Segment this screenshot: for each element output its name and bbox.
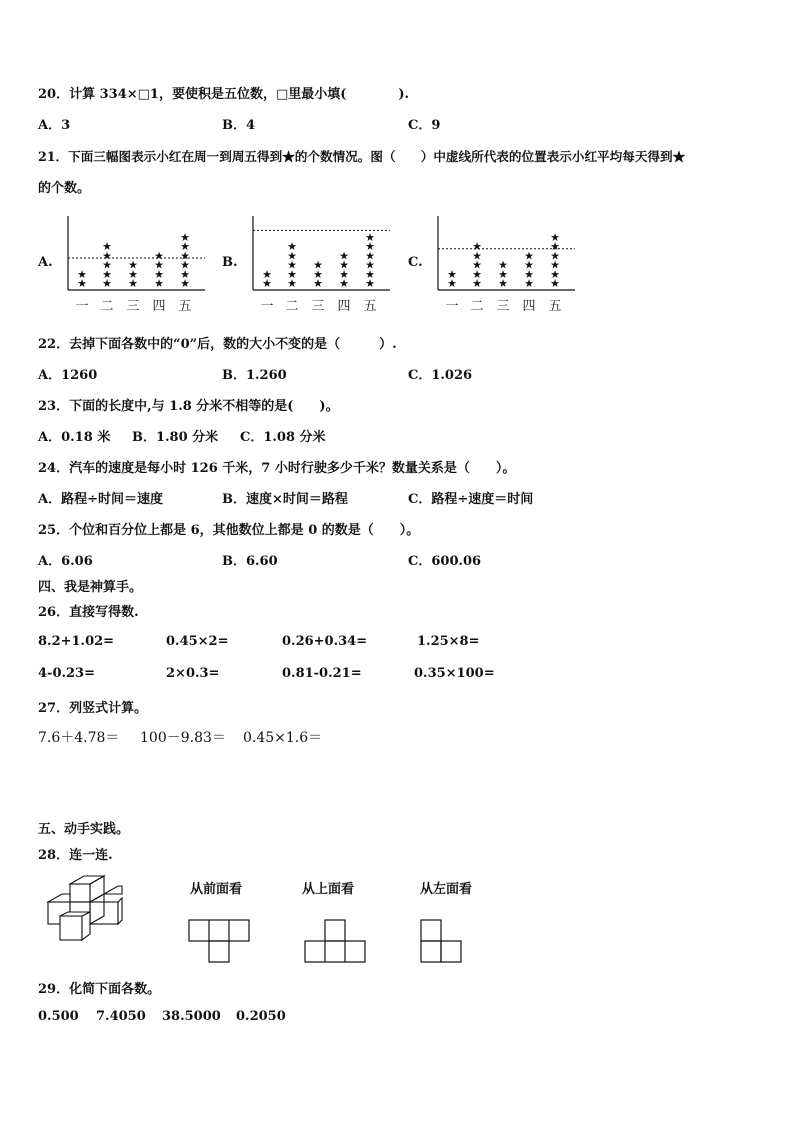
q22-option-a: A．1260: [38, 368, 98, 383]
star-mark: ★: [154, 277, 164, 290]
star-mark: ★: [498, 267, 508, 281]
q28-view-top-label: 从上面看: [302, 882, 355, 897]
q21-stem-line1: 21．下面三幅图表示小红在周一到周五得到★的个数情况。图（ ）中虚线所代表的位置表示小红平均每天得到★: [38, 149, 686, 164]
star-mark: ★: [180, 231, 190, 244]
q27-item-1: 7.6＋4.78＝: [38, 730, 120, 746]
q28-stem: 28．连一连.: [38, 848, 113, 863]
q29-item-4: 0.2050: [236, 1009, 286, 1024]
star-mark: ★: [287, 258, 297, 272]
star-mark: ★: [472, 249, 482, 263]
star-mark: ★: [472, 258, 482, 272]
q26-item-6: 2×0.3=: [166, 666, 220, 681]
day-label: 五: [363, 299, 377, 314]
q20-option-b: B．4: [222, 118, 256, 133]
q22-option-c: C．1.026: [408, 368, 473, 383]
star-mark: ★: [180, 249, 190, 263]
star-mark: ★: [287, 249, 297, 263]
q25-option-a: A．6.06: [38, 554, 93, 569]
q25-option-b: B．6.60: [222, 554, 278, 569]
q20-stem: 20．计算 334×□1，要使积是五位数，□里最小填( ).: [38, 87, 410, 102]
star-mark: ★: [128, 267, 138, 281]
star-mark: ★: [365, 240, 375, 254]
star-mark: ★: [550, 258, 560, 272]
day-label: 二: [285, 299, 299, 314]
q21-chart-c: [430, 210, 580, 315]
q26-item-1: 8.2+1.02=: [38, 634, 115, 649]
star-mark: ★: [524, 249, 534, 263]
star-mark: ★: [102, 240, 112, 254]
star-mark: ★: [524, 277, 534, 290]
star-mark: ★: [339, 258, 349, 272]
star-mark: ★: [472, 240, 482, 254]
star-mark: ★: [287, 267, 297, 281]
q21-chart-b: [245, 210, 395, 315]
cube-arrangement-figure: [42, 872, 137, 944]
q23-option-b: B．1.80 分米: [132, 430, 219, 445]
star-mark: ★: [128, 277, 138, 290]
q26-stem: 26．直接写得数.: [38, 605, 139, 620]
q21-chart-a: [60, 210, 210, 315]
day-label: 四: [337, 299, 351, 314]
star-mark: ★: [313, 277, 323, 290]
day-label: 五: [178, 299, 192, 314]
q22-stem: 22．去掉下面各数中的“0”后，数的大小不变的是（ ）.: [38, 337, 397, 352]
q28-view-top-shape: [304, 918, 368, 964]
star-mark: ★: [365, 258, 375, 272]
q23-option-a: A．0.18 米: [38, 430, 111, 445]
star-mark: ★: [77, 277, 87, 290]
q21-label-c: C.: [408, 255, 423, 270]
day-label: 一: [445, 299, 459, 314]
star-mark: ★: [102, 277, 112, 290]
star-mark: ★: [365, 267, 375, 281]
q26-item-4: 1.25×8=: [417, 634, 480, 649]
star-mark: ★: [524, 267, 534, 281]
star-mark: ★: [447, 277, 457, 290]
star-mark: ★: [550, 240, 560, 254]
day-label: 一: [260, 299, 274, 314]
section-5-heading: 五、动手实践。: [38, 822, 130, 837]
q21-label-a: A.: [38, 255, 53, 270]
q25-option-c: C．600.06: [408, 554, 482, 569]
star-mark: ★: [102, 258, 112, 272]
q28-view-front-label: 从前面看: [190, 882, 243, 897]
day-label: 一: [75, 299, 89, 314]
q22-option-b: B．1.260: [222, 368, 287, 383]
day-label: 四: [522, 299, 536, 314]
section-4-heading: 四、我是神算手。: [38, 580, 143, 595]
star-mark: ★: [365, 231, 375, 244]
day-label: 五: [548, 299, 562, 314]
star-mark: ★: [313, 258, 323, 272]
star-mark: ★: [287, 240, 297, 254]
q27-item-2: 100－9.83＝: [140, 730, 226, 746]
star-mark: ★: [287, 277, 297, 290]
q26-item-2: 0.45×2=: [166, 634, 229, 649]
star-mark: ★: [180, 267, 190, 281]
star-mark: ★: [154, 267, 164, 281]
q24-stem: 24．汽车的速度是每小时 126 千米，7 小时行驶多少千米？数量关系是（ ）。: [38, 461, 516, 476]
star-mark: ★: [550, 231, 560, 244]
star-mark: ★: [365, 249, 375, 263]
star-mark: ★: [550, 249, 560, 263]
star-mark: ★: [447, 267, 457, 281]
star-mark: ★: [365, 277, 375, 290]
star-mark: ★: [262, 267, 272, 281]
day-label: 三: [496, 299, 510, 314]
star-mark: ★: [262, 277, 272, 290]
star-mark: ★: [154, 249, 164, 263]
q24-option-a: A．路程÷时间＝速度: [38, 492, 163, 507]
star-mark: ★: [180, 277, 190, 290]
star-mark: ★: [154, 258, 164, 272]
q26-item-5: 4-0.23=: [38, 666, 95, 681]
star-mark: ★: [498, 277, 508, 290]
q29-item-2: 7.4050: [96, 1009, 146, 1024]
q23-stem: 23．下面的长度中,与 1.8 分米不相等的是( )。: [38, 399, 339, 414]
q21-stem-line2: 的个数。: [38, 181, 91, 196]
star-mark: ★: [339, 267, 349, 281]
star-mark: ★: [77, 267, 87, 281]
day-label: 三: [126, 299, 140, 314]
q23-option-c: C．1.08 分米: [240, 430, 326, 445]
day-label: 三: [311, 299, 325, 314]
star-mark: ★: [498, 258, 508, 272]
day-label: 二: [470, 299, 484, 314]
q20-option-c: C．9: [408, 118, 441, 133]
star-mark: ★: [550, 277, 560, 290]
q27-stem: 27．列竖式计算。: [38, 701, 148, 716]
q26-item-8: 0.35×100=: [414, 666, 495, 681]
star-mark: ★: [472, 267, 482, 281]
q27-item-3: 0.45×1.6＝: [243, 730, 323, 746]
star-mark: ★: [180, 258, 190, 272]
star-mark: ★: [313, 267, 323, 281]
star-mark: ★: [524, 258, 534, 272]
q29-item-1: 0.500: [38, 1009, 79, 1024]
q26-item-3: 0.26+0.34=: [282, 634, 368, 649]
q24-option-b: B．速度×时间＝路程: [222, 492, 348, 507]
q29-item-3: 38.5000: [162, 1009, 221, 1024]
star-mark: ★: [472, 277, 482, 290]
q21-label-b: B.: [222, 255, 238, 270]
q25-stem: 25．个位和百分位上都是 6，其他数位上都是 0 的数是（ ）。: [38, 523, 420, 538]
star-mark: ★: [550, 267, 560, 281]
star-mark: ★: [180, 240, 190, 254]
q20-option-a: A．3: [38, 118, 71, 133]
q24-option-c: C．路程÷速度＝时间: [408, 492, 534, 507]
day-label: 二: [100, 299, 114, 314]
q28-view-front-shape: [188, 918, 252, 964]
star-mark: ★: [102, 267, 112, 281]
star-mark: ★: [339, 249, 349, 263]
q29-stem: 29．化简下面各数。: [38, 982, 161, 997]
star-mark: ★: [102, 249, 112, 263]
star-mark: ★: [128, 258, 138, 272]
q26-item-7: 0.81-0.21=: [282, 666, 362, 681]
star-mark: ★: [339, 277, 349, 290]
q28-view-left-shape: [420, 918, 464, 964]
day-label: 四: [152, 299, 166, 314]
q28-view-left-label: 从左面看: [420, 882, 473, 897]
